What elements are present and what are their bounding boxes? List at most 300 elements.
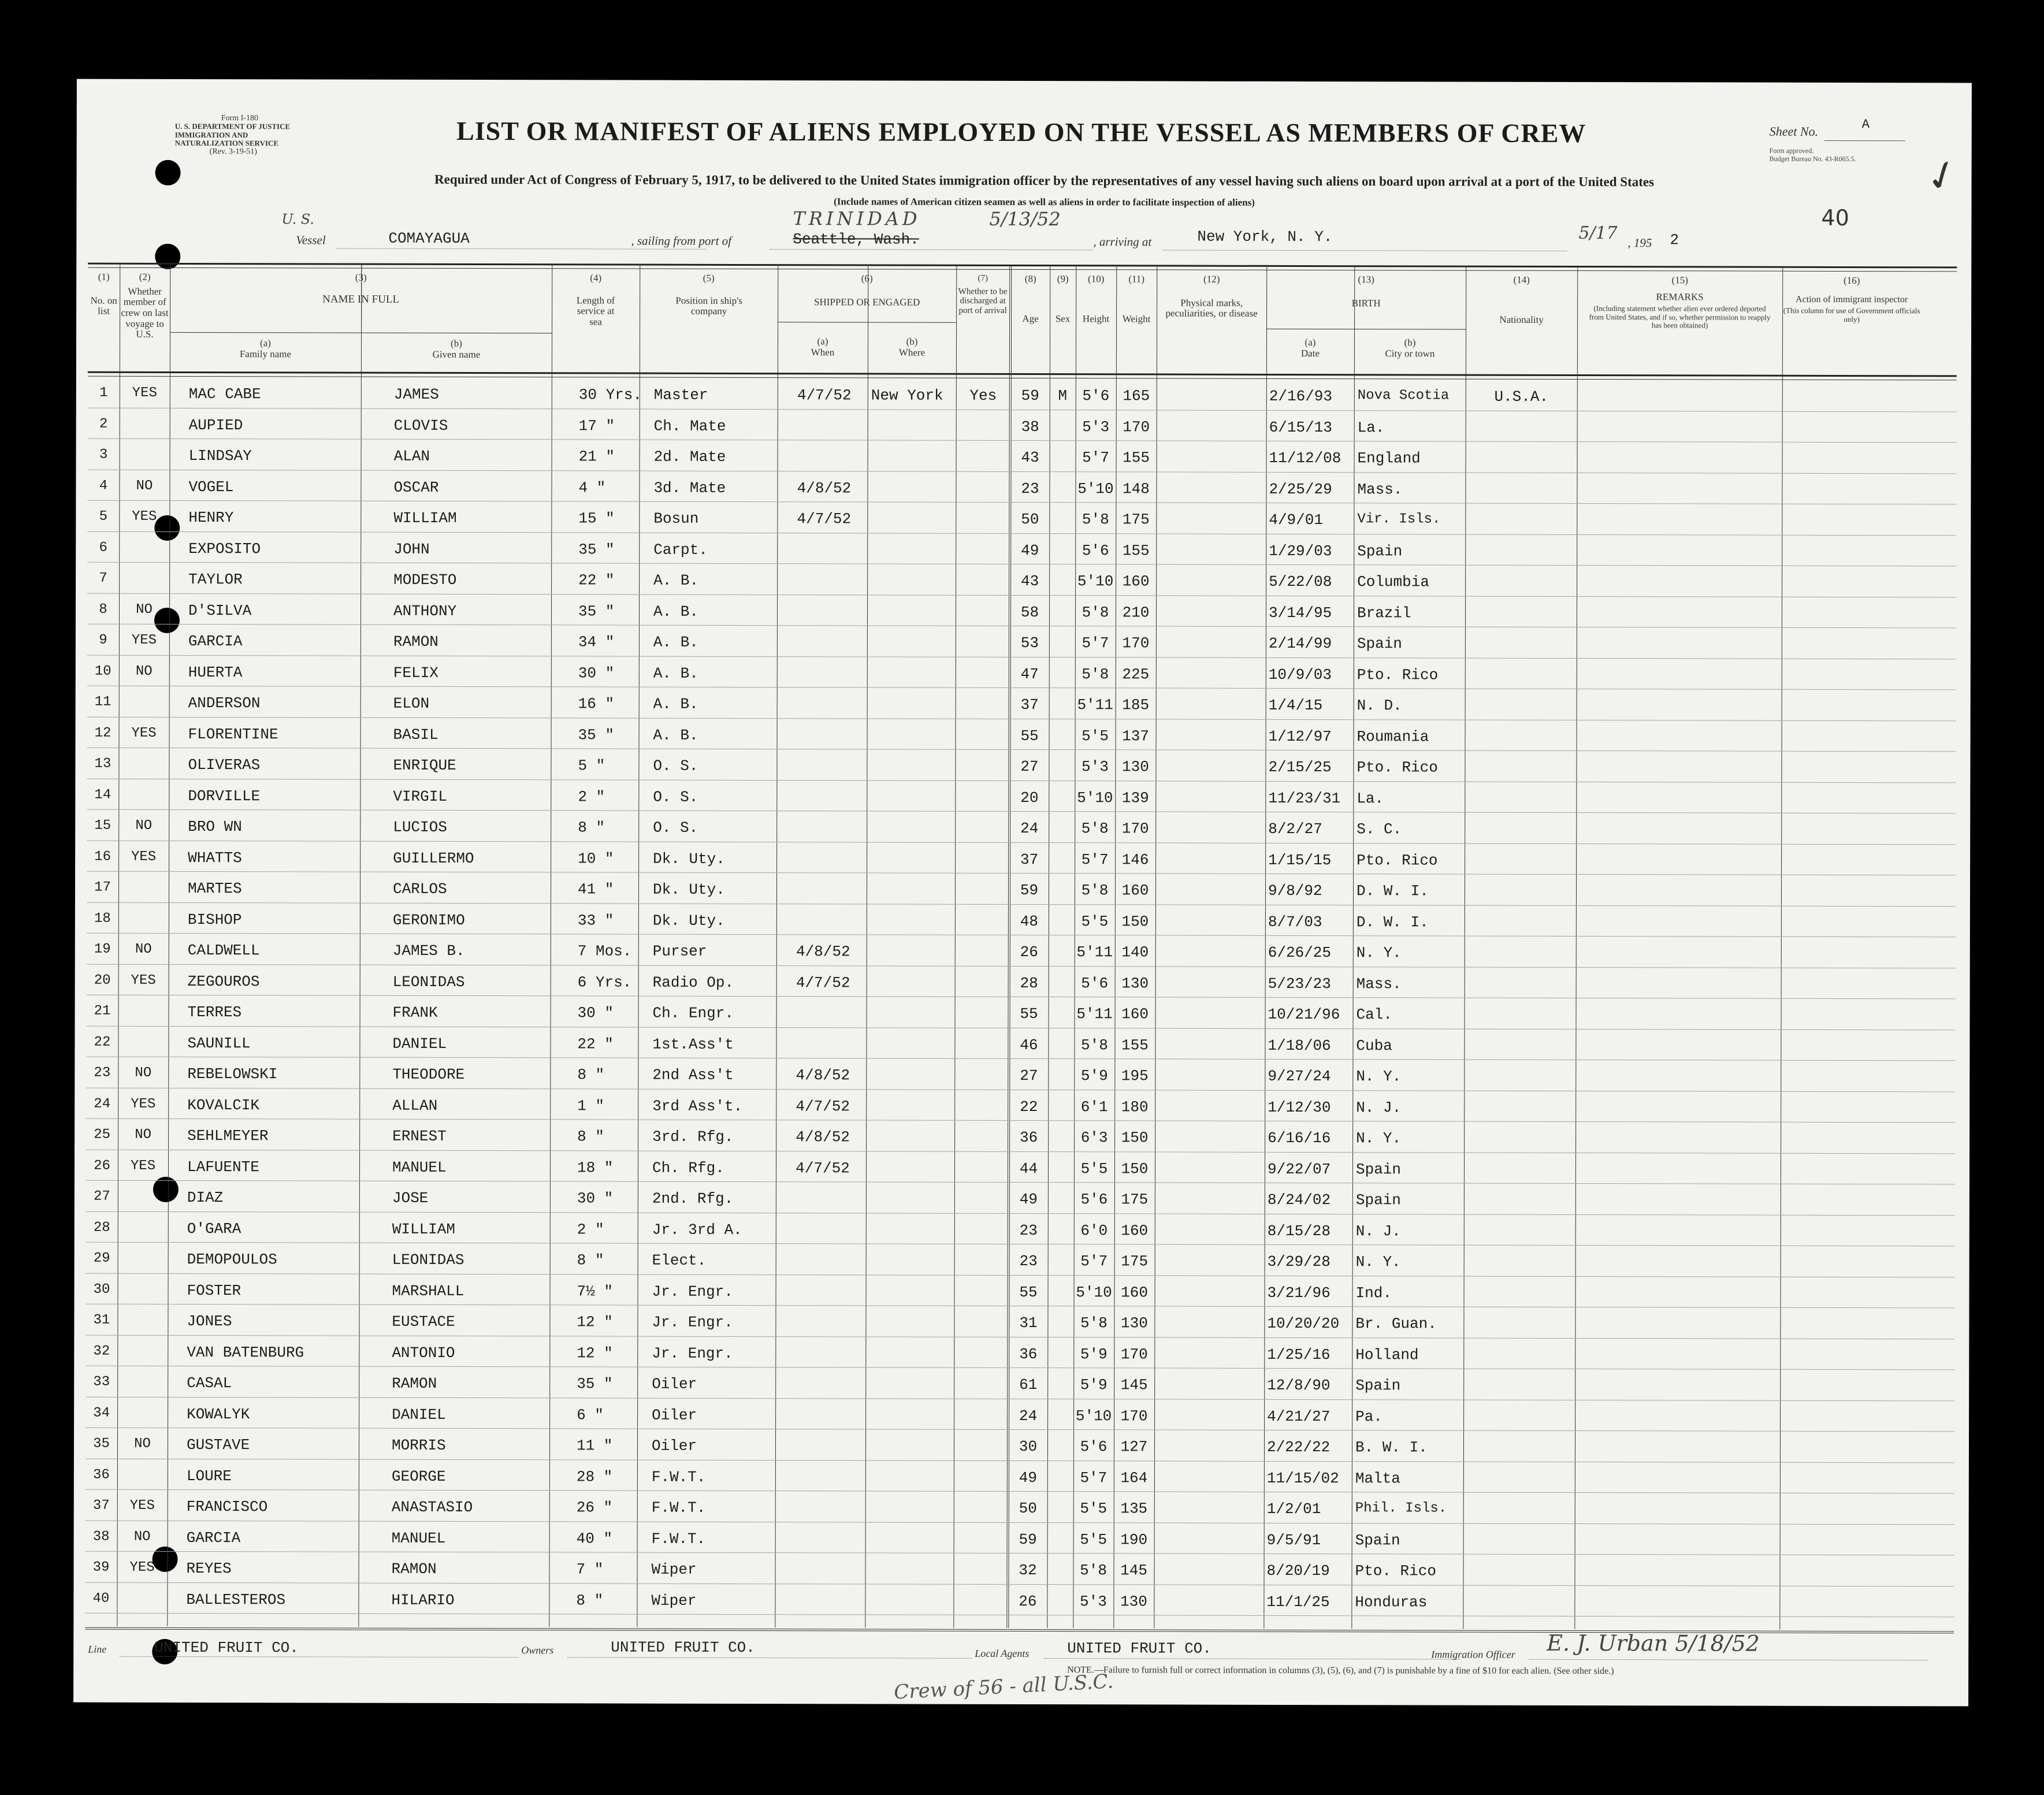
cell-age: 30 [1019,1437,1038,1456]
cell-no: 12 [94,725,112,741]
cell-height: 5'3 [1082,758,1109,776]
col13b-header: (b) City or town [1385,337,1435,359]
cell-service: 22 " [578,571,615,589]
cell-weight: 164 [1120,1469,1148,1486]
col16-header: (16) Action of immigrant inspector (This column for use of Government officials only) [1783,274,1920,324]
cell-given: LEONIDAS [392,973,465,991]
table-row [87,748,1956,783]
cell-position: 3rd. Rfg. [652,1128,734,1146]
cell-family: TAYLOR [188,570,243,589]
col13-header: (13) BIRTH [1351,274,1381,309]
cell-given: BASIL [393,726,438,744]
cell-position: Jr. 3rd A. [652,1221,742,1239]
sheet-number: A [1861,117,1870,132]
budget-bureau: Budget Bureau No. 43-R065.5. [1769,154,1856,163]
cell-given: FELIX [393,664,438,682]
cell-height: 5'10 [1077,789,1113,807]
cell-bdate: 1/12/30 [1268,1098,1331,1116]
cell-weight: 140 [1121,943,1149,961]
cell-no: 1 [99,385,108,401]
cell-given: MANUEL [391,1529,446,1547]
cell-prev: NO [136,601,153,618]
cell-age: 49 [1019,1469,1038,1486]
cell-given: THEODORE [392,1065,465,1083]
table-row [85,1552,1954,1586]
cell-weight: 139 [1121,789,1149,807]
cell-age: 26 [1020,943,1038,961]
cell-service: 12 " [577,1344,613,1362]
cell-when: 4/8/52 [796,1066,850,1084]
cell-city: Spain [1355,1531,1400,1549]
cell-family: LINDSAY [188,447,252,465]
arriving-port: New York, N. Y. [1197,228,1333,246]
cell-service: 7½ " [577,1282,614,1300]
cell-service: 12 " [577,1313,613,1331]
cell-city: La. [1357,789,1384,807]
cell-position: Ch. Rfg. [652,1159,724,1177]
cell-service: 6 " [577,1406,604,1424]
table-row [86,1119,1955,1154]
cell-bdate: 8/7/03 [1268,913,1322,931]
cell-height: 5'5 [1080,1500,1108,1518]
table-row [86,1397,1954,1432]
cell-bdate: 6/15/13 [1269,418,1332,436]
cell-no: 34 [93,1405,110,1421]
cell-family: KOWALYK [187,1405,250,1423]
cell-family: DIAZ [187,1188,224,1207]
table-row [87,841,1956,875]
table-row [87,470,1956,504]
cell-bdate: 11/1/25 [1266,1593,1330,1611]
cell-bdate: 6/26/25 [1268,943,1332,962]
sailing-label: , sailing from port of [631,233,732,248]
cell-family: SAUNILL [187,1034,251,1052]
table-row [86,1335,1954,1370]
cell-position: O. S. [653,757,698,775]
table-row [87,934,1956,968]
table-row [86,1366,1954,1401]
cell-age: 23 [1019,1221,1038,1239]
cell-family: MAC CABE [188,385,261,403]
cell-service: 21 " [578,448,615,466]
table-row [87,686,1956,721]
cell-position: Carpt. [653,541,708,559]
cell-family: DORVILLE [188,787,261,805]
cell-given: GUILLERMO [393,849,474,867]
cell-bdate: 3/21/96 [1267,1284,1331,1302]
cell-no: 29 [93,1250,110,1266]
cell-height: 5'10 [1076,1283,1112,1301]
cell-position: Radio Op. [652,973,734,991]
cell-prev: YES [130,1158,156,1174]
cell-family: BISHOP [187,910,242,928]
cell-service: 8 " [577,1066,605,1084]
cell-bdate: 2/22/22 [1266,1438,1331,1456]
cell-weight: 175 [1122,511,1150,529]
cell-position: Dk. Uty. [652,912,725,930]
cell-given: GEORGE [391,1467,446,1485]
cell-service: 7 Mos. [577,942,632,960]
cell-age: 59 [1020,881,1039,900]
cell-height: 5'7 [1080,1469,1108,1486]
manifest-page [73,79,1972,1707]
cell-bdate: 10/9/03 [1268,666,1332,683]
cell-age: 22 [1020,1098,1038,1116]
cell-family: TERRES [187,1003,242,1021]
cell-when: 4/7/52 [796,1097,850,1115]
sheet-label: Sheet No. [1769,124,1819,139]
revision: (Rev. 3-19-51) [209,147,257,157]
cell-position: Oiler [652,1406,697,1424]
cell-weight: 155 [1122,541,1150,559]
table-row [85,1582,1954,1617]
table-row [87,717,1956,752]
form-approved: Form approved. [1769,146,1814,155]
cell-no: 7 [99,570,107,586]
cell-height: 5'7 [1081,850,1109,868]
cell-age: 55 [1020,727,1039,745]
cell-family: BRO WN [188,817,242,836]
cell-height: 5'9 [1080,1345,1108,1363]
cell-service: 22 " [577,1035,614,1053]
cell-age: 43 [1021,448,1039,467]
cell-city: Br. Guan. [1355,1315,1437,1333]
cell-weight: 160 [1122,573,1150,590]
cell-height: 5'8 [1080,1314,1108,1332]
cell-given: DANIEL [392,1035,447,1053]
cell-family: JONES [187,1312,232,1331]
cell-city: Holland [1355,1346,1419,1363]
cell-when: 4/7/52 [797,510,852,528]
line-value: UNITED FRUIT CO. [154,1638,299,1657]
cell-weight: 210 [1122,603,1150,621]
vessel-label: Vessel [296,233,326,247]
cell-height: 5'6 [1082,387,1110,405]
cell-prev: YES [131,632,157,648]
cell-bdate: 5/23/23 [1268,975,1331,993]
cell-service: 26 " [576,1499,613,1517]
owners-label: Owners [521,1644,554,1656]
cell-bdate: 11/23/31 [1268,789,1341,807]
cell-given: RAMON [393,633,438,651]
cell-age: 50 [1019,1499,1037,1518]
cell-no: 25 [94,1127,111,1143]
cell-when: 4/7/52 [796,973,850,991]
department: U. S. DEPARTMENT OF JUSTICE [174,122,291,131]
cell-given: ANASTASIO [391,1498,473,1517]
col1-header: (1) No. on list [90,271,117,317]
form-header-block [175,114,308,157]
cell-weight: 150 [1121,1129,1149,1147]
cell-given: LUCIOS [393,818,447,836]
cell-bdate: 9/8/92 [1268,882,1322,900]
cell-position: Ch. Mate [653,417,726,435]
cell-service: 35 " [578,540,615,559]
cell-prev: YES [131,972,156,988]
cell-city: Ind. [1355,1284,1392,1302]
cell-family: LOURE [186,1467,232,1485]
cell-family: REBELOWSKI [187,1065,278,1083]
cell-family: LAFUENTE [187,1158,259,1176]
cell-city: B. W. I. [1355,1439,1428,1456]
cell-no: 24 [94,1096,111,1112]
cell-bdate: 9/27/24 [1268,1067,1331,1086]
cell-position: A. B. [653,695,698,713]
cell-service: 6 Yrs. [577,973,632,991]
cell-weight: 127 [1120,1438,1148,1456]
cell-family: OLIVERAS [188,756,261,774]
cell-city: N. J. [1355,1222,1401,1240]
cell-city: Cuba [1356,1036,1392,1054]
vessel-prefix: U. S. [281,211,314,228]
cell-given: ALLAN [392,1097,438,1114]
sailing-port-handwritten: TRINIDAD [793,207,921,230]
cell-city: Roumania [1357,727,1429,745]
cell-service: 2 " [578,787,605,805]
cell-given: ANTHONY [393,602,457,620]
cell-height: 6'3 [1080,1129,1108,1147]
cell-given: ELON [393,694,430,712]
cell-where: New York [871,386,943,404]
col7-header: (7) Whether to be discharged at port of arrival [958,273,1008,315]
cell-city: La. [1357,418,1385,436]
cell-no: 39 [92,1559,110,1575]
cell-given: ANTONIO [392,1344,455,1362]
cell-height: 5'8 [1082,511,1109,529]
cell-position: F.W.T. [651,1499,706,1517]
col8-header: (8) Age [1022,273,1039,324]
cell-city: Vir. Isls. [1357,511,1441,527]
cell-service: 5 " [578,757,605,775]
col5-header: (5) Position in ship's company [675,272,742,317]
form-number: Form I-180 [221,114,258,123]
cell-weight: 160 [1121,1221,1149,1239]
cell-family: HUERTA [188,663,243,681]
cell-height: 5'7 [1080,1253,1108,1270]
table-row [88,377,1957,412]
cell-no: 30 [93,1281,110,1298]
table-row [86,1428,1954,1463]
officer-signature: E. J. Urban 5/18/52 [1547,1630,1760,1656]
cell-prev: YES [129,1559,155,1575]
cell-age: 46 [1020,1036,1038,1054]
col13a-header: (a) Date [1300,337,1320,359]
cell-family: SEHLMEYER [187,1127,269,1145]
cell-no: 5 [99,508,108,525]
cell-no: 37 [92,1497,110,1514]
cell-prev: NO [135,817,153,834]
cell-sex: M [1058,387,1068,405]
check-mark-icon: ✓ [1919,148,1966,203]
cell-bdate: 1/15/15 [1268,851,1332,869]
cell-age: 36 [1019,1345,1038,1363]
crew-handwritten-note: Crew of 56 - all U.S.C. [893,1670,1114,1704]
cell-bdate: 9/22/07 [1267,1160,1331,1178]
cell-age: 23 [1019,1252,1038,1270]
cell-city: Honduras [1355,1593,1428,1611]
table-row [86,1273,1955,1308]
cell-age: 24 [1020,819,1039,838]
cell-given: FRANK [392,1004,438,1021]
cell-position: 1st.Ass't [652,1035,734,1053]
cell-prev: NO [135,941,152,957]
cell-bdate: 4/9/01 [1269,511,1324,529]
cell-prev: YES [131,849,157,865]
cell-given: ALAN [393,447,430,465]
cell-height: 5'8 [1081,882,1109,900]
cell-city: Cal. [1356,1006,1393,1024]
cell-bdate: 2/25/29 [1269,480,1332,498]
year-suffix: 2 [1670,231,1679,249]
cell-given: OSCAR [393,478,439,496]
cell-no: 35 [93,1436,110,1452]
service: IMMIGRATION AND NATURALIZATION SERVICE [174,130,279,148]
cell-no: 9 [99,632,107,648]
cell-weight: 137 [1122,727,1150,745]
cell-position: Master [653,386,708,404]
cell-city: Nova Scotia [1357,388,1450,404]
cell-bdate: 9/5/91 [1266,1531,1321,1549]
cell-age: 59 [1021,386,1039,405]
cell-family: VOGEL [188,478,234,496]
cell-age: 59 [1019,1530,1037,1548]
cell-bdate: 8/24/02 [1267,1191,1331,1209]
table-row [86,1057,1955,1092]
cell-height: 5'8 [1080,1562,1107,1580]
cell-family: ANDERSON [188,694,261,712]
cell-height: 5'10 [1075,1407,1112,1425]
cell-bdate: 1/18/06 [1268,1036,1331,1054]
cell-position: Purser [652,942,707,960]
cell-service: 4 " [578,478,606,496]
penalty-note: NOTE.—Failure to furnish full or correct information in columns (3), (5), (6), and (7) is punishable by a fine of $10 for each alien. (See other side.) [1067,1665,1614,1677]
cell-height: 5'10 [1077,573,1114,590]
cell-when: 4/7/52 [797,386,852,404]
table-row [87,625,1956,659]
cell-age: 50 [1021,510,1039,529]
cell-city: D. W. I. [1356,913,1429,931]
cell-given: WILLIAM [392,1220,456,1238]
table-row [87,501,1956,536]
cell-prev: NO [134,1436,151,1452]
cell-service: 40 " [576,1529,613,1548]
table-row [87,872,1956,906]
cell-age: 53 [1020,634,1039,652]
cell-family: GARCIA [186,1529,241,1547]
cell-given: RAMON [392,1374,437,1392]
table-row [86,1459,1954,1493]
cell-given: RAMON [391,1560,437,1578]
cell-city: D. W. I. [1356,882,1429,900]
cell-given: CARLOS [392,880,447,898]
cell-bdate: 2/16/93 [1269,387,1333,406]
cell-service: 8 " [576,1591,604,1609]
sailing-port: Seattle, Wash. [793,231,919,248]
cell-prev: NO [135,1065,152,1081]
cell-given: MANUEL [392,1158,447,1176]
cell-position: Elect. [652,1251,707,1269]
cell-family: KOVALCIK [187,1096,260,1114]
table-row [87,810,1956,845]
cell-height: 6'1 [1080,1098,1108,1116]
cell-prev: YES [132,385,157,401]
cell-age: 38 [1021,418,1039,436]
manifest-footer [85,1627,1954,1666]
cell-position: Wiper [651,1592,697,1610]
cell-city: Mass. [1356,975,1402,993]
cell-city: N. Y. [1356,1129,1402,1147]
cell-city: Phil. Isls. [1355,1500,1447,1517]
cell-city: N. J. [1356,1098,1402,1116]
cell-weight: 160 [1121,1283,1148,1301]
cell-disch: Yes [969,386,997,404]
cell-no: 3 [99,447,108,463]
cell-age: 49 [1021,541,1039,559]
cell-city: N. Y. [1356,1068,1402,1086]
cell-given: WILLIAM [393,509,457,527]
cell-age: 24 [1019,1407,1038,1425]
cell-height: 5'3 [1079,1592,1107,1610]
cell-height: 5'5 [1080,1530,1108,1548]
cell-no: 38 [92,1529,110,1545]
cell-service: 8 " [578,819,605,837]
table-row [86,1181,1955,1216]
cell-weight: 145 [1120,1376,1148,1394]
cell-service: 2 " [577,1220,604,1238]
cell-given: MARSHALL [392,1282,464,1300]
cell-no: 10 [94,663,112,679]
cell-bdate: 4/21/27 [1267,1407,1331,1425]
cell-given: EUSTACE [392,1313,455,1331]
cell-service: 15 " [578,510,615,527]
cell-no: 14 [94,787,112,803]
cell-position: Jr. Engr. [652,1344,733,1362]
cell-no: 8 [99,601,107,618]
cell-city: Pa. [1355,1407,1383,1425]
cell-position: F.W.T. [651,1530,706,1548]
line-label: Line [88,1643,107,1655]
cell-height: 5'8 [1082,665,1109,683]
corner-number: 40 [1821,205,1849,231]
cell-service: 35 " [578,602,615,620]
table-row [86,1026,1955,1061]
cell-position: A. B. [653,664,698,682]
crew-table [85,263,1957,1642]
cell-weight: 225 [1122,665,1150,683]
page-title: LIST OR MANIFEST OF ALIENS EMPLOYED ON THE VESSEL AS MEMBERS OF CREW [456,116,1586,148]
cell-service: 28 " [576,1467,613,1486]
table-row [86,1521,1954,1555]
cell-height: 5'6 [1082,541,1109,559]
cell-service: 18 " [577,1158,614,1177]
cell-weight: 175 [1121,1253,1149,1270]
table-row [86,1243,1955,1277]
cell-bdate: 3/29/28 [1267,1253,1331,1271]
cell-weight: 170 [1120,1345,1148,1363]
cell-city: Malta [1355,1469,1400,1487]
cell-height: 5'9 [1080,1376,1108,1394]
cell-position: O. S. [653,819,698,837]
cell-weight: 148 [1123,480,1150,497]
cell-position: 3rd Ass't. [652,1097,743,1115]
table-row [87,902,1956,937]
cell-given: VIRGIL [393,787,448,805]
cell-position: Ch. Engr. [652,1004,734,1022]
cell-family: ZEGOUROS [187,972,260,990]
cell-family: BALLESTEROS [186,1590,286,1608]
cell-bdate: 5/22/08 [1269,573,1332,591]
cell-given: JAMES [393,385,439,403]
